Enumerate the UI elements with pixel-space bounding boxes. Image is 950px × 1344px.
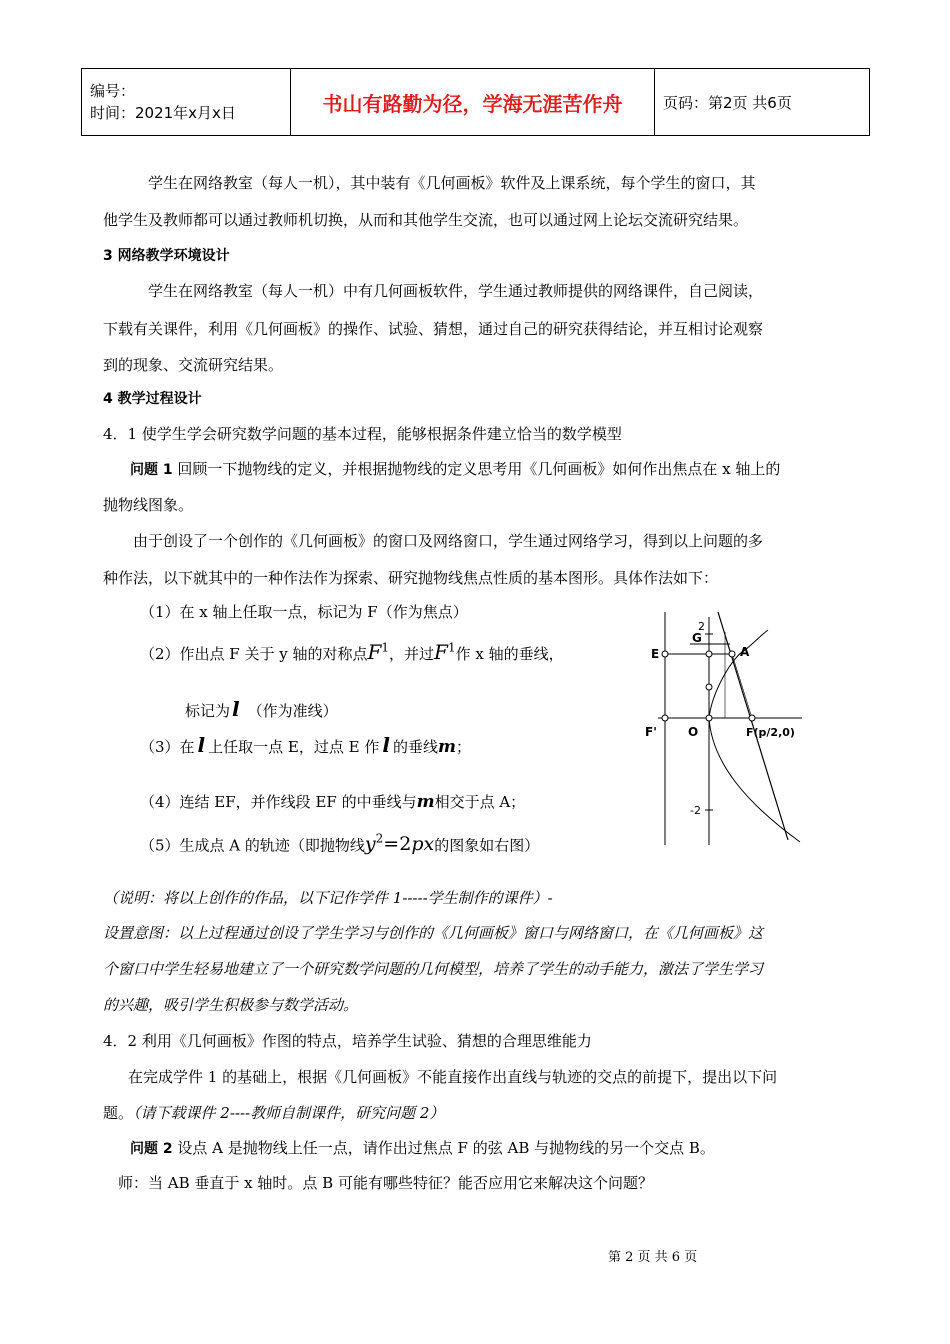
heading-3: 3 网络教学环境设计	[103, 248, 230, 264]
parabola-figure	[640, 612, 810, 850]
point-a	[729, 651, 735, 657]
parabola-equation: $y^2=2px$	[364, 832, 435, 856]
tick-minus-2-label: -2	[690, 804, 701, 817]
p4-line2: 题。（请下载课件 2----教师自制课件，研究问题 2）	[103, 1104, 445, 1122]
header-page-info: 页码：第2页 共6页	[655, 69, 870, 136]
p3-line2: 种作法，以下就其中的一种作法作为探索、研究抛物线焦点性质的基本图形。具体作法如下：	[103, 569, 719, 587]
question-1-label: 问题 1	[130, 462, 173, 478]
heading-4-2: 4．2 利用《几何画板》作图的特点，培养学生试验、猜想的合理思维能力	[103, 1032, 592, 1050]
header-table	[81, 68, 870, 136]
intent-line2: 个窗口中学生轻易地建立了一个研究数学问题的几何模型，培养了学生的动手能力，激法了学生学习	[103, 960, 764, 978]
p2-line2: 下载有关课件，利用《几何画板》的操作、试验、猜想，通过自己的研究获得结论，并互相讨论观察	[103, 320, 764, 338]
question-1-text: 回顾一下抛物线的定义，并根据抛物线的定义思考用《几何画板》如何作出焦点在 x 轴上的	[177, 460, 781, 478]
p3-line1: 由于创设了一个创作的《几何画板》的窗口及网络窗口，学生通过网络学习，得到以上问题的多	[133, 532, 764, 550]
question-2-text: 设点 A 是抛物线上任一点，请作出过焦点 F 的弦 AB 与抛物线的另一个交点 B。	[177, 1139, 715, 1157]
point-f	[749, 715, 755, 721]
label-g: G	[692, 631, 702, 645]
point-f-prime	[662, 715, 668, 721]
number-label: 编号：	[90, 82, 136, 100]
intent-line3: 的兴趣，吸引学生积极参与数学活动。	[103, 996, 359, 1014]
header-motto: 书山有路勤为径，学海无涯苦作舟	[291, 69, 655, 136]
l-symbol-3: l	[382, 733, 390, 757]
tick-2-label: 2	[698, 620, 705, 633]
step-1: （1）在 x 轴上任取一点，标记为 F（作为焦点）	[140, 603, 468, 621]
step-5: （5）生成点 A 的轨迹（即抛物线$y^2=2px$的图象如右图）	[140, 832, 540, 856]
p2-line1: 学生在网络教室（每人一机）中有几何画板软件，学生通过教师提供的网络课件，自己阅读，	[148, 282, 764, 300]
label-e: E	[651, 647, 660, 661]
step-2-text-e: （作为准线）	[247, 702, 338, 720]
heading-4: 4 教学过程设计	[103, 391, 202, 407]
f1-symbol-2: $F^1$	[434, 640, 456, 664]
m-symbol: m	[438, 737, 456, 757]
point-o	[706, 715, 712, 721]
label-f: F(p/2,0)	[746, 726, 795, 739]
header-left-cell	[82, 69, 291, 136]
p4-download-note: （请下载课件 2----教师自制课件，研究问题 2）	[133, 1104, 445, 1122]
heading-4-1: 4．1 使学生学会研究数学问题的基本过程，能够根据条件建立恰当的数学模型	[103, 425, 622, 443]
step-2-text-b: ，并过	[389, 645, 435, 663]
f1-symbol: $F^1$	[367, 640, 390, 664]
l-symbol: l	[232, 697, 240, 721]
p2-line3: 到的现象、交流研究结果。	[103, 356, 284, 374]
point-e	[662, 651, 668, 657]
m-symbol-2: m	[416, 792, 435, 812]
time-label: 时间：2021年x月x日	[90, 104, 236, 122]
point-g	[706, 651, 712, 657]
segment-ef	[732, 654, 752, 718]
teacher-line: 师：当 AB 垂直于 x 轴时。点 B 可能有哪些特征？能否应用它来解决这个问题？	[118, 1174, 653, 1192]
question-1-line1	[130, 458, 780, 479]
step-2-text-c: 作 x 轴的垂线，	[455, 645, 564, 663]
label-a: A	[740, 645, 750, 659]
question-2-label: 问题 2	[130, 1141, 173, 1157]
note: （说明：将以上创作的作品，以下记作学件 1-----学生制作的课件）-	[103, 889, 553, 907]
step-4: （4）连结 EF，并作线段 EF 的中垂线与m相交于点 A；	[140, 792, 526, 812]
point-mid	[706, 684, 712, 690]
p4-line1: 在完成学件 1 的基础上，根据《几何画板》不能直接作出直线与轨迹的交点的前提下，提出以下问	[128, 1068, 778, 1086]
step-2-text-d: 标记为	[185, 702, 231, 720]
step-2-line2	[185, 697, 338, 721]
intent-line1: 设置意图：以上过程通过创设了学生学习与创作的《几何画板》窗口与网络窗口，在《几何画板》这	[103, 924, 764, 942]
question-2	[130, 1137, 715, 1158]
l-symbol-2: l	[197, 733, 206, 757]
footer-page: 第 2 页 共 6 页	[608, 1250, 698, 1265]
p1-line1: 学生在网络教室（每人一机），其中装有《几何画板》软件及上课系统，每个学生的窗口，其	[148, 174, 756, 192]
step-3: （3）在 l 上任取一点 E，过点 E 作 l 的垂线m；	[140, 733, 472, 757]
label-o: O	[688, 725, 699, 739]
step-2-text-a: （2）作出点 F 关于 y 轴的对称点	[140, 645, 368, 663]
step-2-line1	[140, 640, 564, 664]
p1-line2: 他学生及教师都可以通过教师机切换，从而和其他学生交流，也可以通过网上论坛交流研究结果。	[103, 211, 749, 229]
label-f-prime: F'	[645, 725, 657, 739]
question-1-line2: 抛物线图象。	[103, 496, 194, 514]
